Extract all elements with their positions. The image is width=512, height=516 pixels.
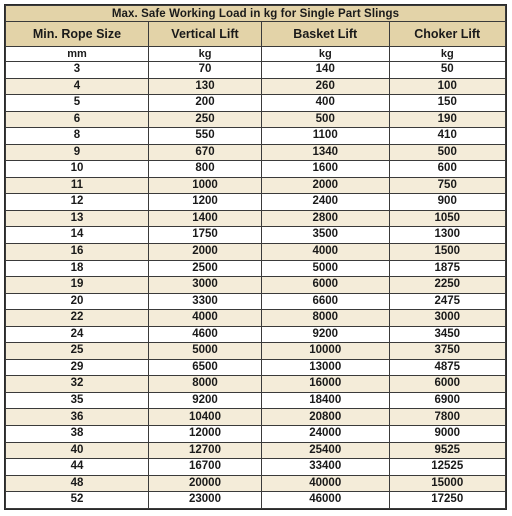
table-row (6, 376, 506, 393)
cell-rope-size: 5 (6, 95, 149, 112)
cell-basket-lift: 3500 (262, 227, 390, 244)
table-row (6, 244, 506, 261)
cell-vertical-lift: 1750 (149, 227, 262, 244)
table-row (6, 426, 506, 443)
cell-rope-size: 16 (6, 244, 149, 261)
cell-basket-lift: 6000 (262, 277, 390, 294)
table-row (6, 392, 506, 409)
cell-choker-lift: 1500 (389, 244, 506, 261)
cell-choker-lift: 600 (389, 161, 506, 178)
cell-rope-size: 44 (6, 459, 149, 476)
cell-rope-size: 3 (6, 62, 149, 79)
cell-rope-size: 52 (6, 492, 149, 509)
cell-rope-size: 48 (6, 475, 149, 492)
cell-choker-lift: 190 (389, 111, 506, 128)
cell-rope-size: 13 (6, 210, 149, 227)
table-row (6, 177, 506, 194)
table-row (6, 78, 506, 95)
cell-basket-lift: 400 (262, 95, 390, 112)
cell-basket-lift: 13000 (262, 359, 390, 376)
cell-vertical-lift: 70 (149, 62, 262, 79)
cell-basket-lift: 1340 (262, 144, 390, 161)
cell-rope-size: 8 (6, 128, 149, 145)
table-row (6, 442, 506, 459)
cell-vertical-lift: 800 (149, 161, 262, 178)
cell-basket-lift: 16000 (262, 376, 390, 393)
table-title-row (6, 6, 506, 22)
cell-rope-size: 40 (6, 442, 149, 459)
cell-vertical-lift: 2000 (149, 244, 262, 261)
unit-vertical-lift: kg (149, 47, 262, 62)
cell-vertical-lift: 20000 (149, 475, 262, 492)
cell-choker-lift: 3000 (389, 310, 506, 327)
cell-vertical-lift: 1400 (149, 210, 262, 227)
cell-basket-lift: 5000 (262, 260, 390, 277)
cell-vertical-lift: 8000 (149, 376, 262, 393)
cell-rope-size: 11 (6, 177, 149, 194)
cell-basket-lift: 9200 (262, 326, 390, 343)
unit-rope-size: mm (6, 47, 149, 62)
cell-rope-size: 35 (6, 392, 149, 409)
cell-choker-lift: 17250 (389, 492, 506, 509)
table-row (6, 161, 506, 178)
table-row (6, 409, 506, 426)
cell-rope-size: 4 (6, 78, 149, 95)
cell-basket-lift: 8000 (262, 310, 390, 327)
cell-rope-size: 25 (6, 343, 149, 360)
cell-vertical-lift: 2500 (149, 260, 262, 277)
cell-choker-lift: 3750 (389, 343, 506, 360)
cell-choker-lift: 1050 (389, 210, 506, 227)
table-row (6, 128, 506, 145)
table-row (6, 475, 506, 492)
cell-vertical-lift: 4600 (149, 326, 262, 343)
cell-choker-lift: 1300 (389, 227, 506, 244)
cell-vertical-lift: 200 (149, 95, 262, 112)
cell-choker-lift: 1875 (389, 260, 506, 277)
cell-basket-lift: 6600 (262, 293, 390, 310)
cell-vertical-lift: 670 (149, 144, 262, 161)
cell-basket-lift: 1600 (262, 161, 390, 178)
cell-rope-size: 29 (6, 359, 149, 376)
cell-vertical-lift: 12000 (149, 426, 262, 443)
cell-choker-lift: 9000 (389, 426, 506, 443)
cell-basket-lift: 2800 (262, 210, 390, 227)
column-header-basket-lift: Basket Lift (262, 22, 390, 47)
cell-choker-lift: 3450 (389, 326, 506, 343)
table-row (6, 310, 506, 327)
cell-vertical-lift: 9200 (149, 392, 262, 409)
cell-vertical-lift: 16700 (149, 459, 262, 476)
cell-rope-size: 9 (6, 144, 149, 161)
cell-rope-size: 14 (6, 227, 149, 244)
cell-choker-lift: 6900 (389, 392, 506, 409)
cell-choker-lift: 150 (389, 95, 506, 112)
table-row (6, 144, 506, 161)
cell-vertical-lift: 250 (149, 111, 262, 128)
cell-basket-lift: 2400 (262, 194, 390, 211)
unit-basket-lift: kg (262, 47, 390, 62)
cell-vertical-lift: 23000 (149, 492, 262, 509)
table-row (6, 359, 506, 376)
cell-vertical-lift: 1000 (149, 177, 262, 194)
cell-basket-lift: 1100 (262, 128, 390, 145)
cell-basket-lift: 260 (262, 78, 390, 95)
cell-basket-lift: 4000 (262, 244, 390, 261)
cell-basket-lift: 46000 (262, 492, 390, 509)
cell-basket-lift: 140 (262, 62, 390, 79)
table-body (6, 62, 506, 509)
cell-choker-lift: 9525 (389, 442, 506, 459)
table-row (6, 62, 506, 79)
cell-rope-size: 36 (6, 409, 149, 426)
table-row (6, 293, 506, 310)
cell-basket-lift: 20800 (262, 409, 390, 426)
cell-rope-size: 32 (6, 376, 149, 393)
table-row (6, 210, 506, 227)
table-row (6, 343, 506, 360)
cell-choker-lift: 50 (389, 62, 506, 79)
cell-choker-lift: 750 (389, 177, 506, 194)
cell-choker-lift: 12525 (389, 459, 506, 476)
cell-rope-size: 19 (6, 277, 149, 294)
cell-basket-lift: 33400 (262, 459, 390, 476)
cell-choker-lift: 15000 (389, 475, 506, 492)
table-row (6, 492, 506, 509)
table-row (6, 260, 506, 277)
cell-vertical-lift: 3000 (149, 277, 262, 294)
cell-vertical-lift: 130 (149, 78, 262, 95)
cell-vertical-lift: 550 (149, 128, 262, 145)
cell-choker-lift: 7800 (389, 409, 506, 426)
column-header-row (6, 22, 506, 47)
column-header-rope-size: Min. Rope Size (6, 22, 149, 47)
cell-basket-lift: 25400 (262, 442, 390, 459)
cell-rope-size: 18 (6, 260, 149, 277)
cell-rope-size: 24 (6, 326, 149, 343)
cell-vertical-lift: 6500 (149, 359, 262, 376)
table-row (6, 277, 506, 294)
cell-basket-lift: 10000 (262, 343, 390, 360)
table-row (6, 227, 506, 244)
unit-choker-lift: kg (389, 47, 506, 62)
cell-choker-lift: 6000 (389, 376, 506, 393)
table-row (6, 95, 506, 112)
cell-rope-size: 10 (6, 161, 149, 178)
cell-choker-lift: 100 (389, 78, 506, 95)
cell-vertical-lift: 5000 (149, 343, 262, 360)
load-table-sheet (4, 4, 507, 510)
cell-vertical-lift: 3300 (149, 293, 262, 310)
cell-basket-lift: 2000 (262, 177, 390, 194)
cell-rope-size: 12 (6, 194, 149, 211)
cell-rope-size: 6 (6, 111, 149, 128)
cell-vertical-lift: 10400 (149, 409, 262, 426)
cell-basket-lift: 18400 (262, 392, 390, 409)
cell-choker-lift: 2475 (389, 293, 506, 310)
cell-choker-lift: 900 (389, 194, 506, 211)
table-row (6, 194, 506, 211)
cell-rope-size: 22 (6, 310, 149, 327)
cell-choker-lift: 500 (389, 144, 506, 161)
cell-rope-size: 20 (6, 293, 149, 310)
cell-choker-lift: 410 (389, 128, 506, 145)
cell-basket-lift: 40000 (262, 475, 390, 492)
table-row (6, 459, 506, 476)
cell-rope-size: 38 (6, 426, 149, 443)
table-row (6, 326, 506, 343)
cell-vertical-lift: 12700 (149, 442, 262, 459)
safe-working-load-table (5, 5, 506, 509)
table-title: Max. Safe Working Load in kg for Single Part Slings (6, 6, 506, 22)
cell-basket-lift: 500 (262, 111, 390, 128)
cell-vertical-lift: 4000 (149, 310, 262, 327)
cell-vertical-lift: 1200 (149, 194, 262, 211)
column-header-vertical-lift: Vertical Lift (149, 22, 262, 47)
cell-basket-lift: 24000 (262, 426, 390, 443)
cell-choker-lift: 2250 (389, 277, 506, 294)
column-header-choker-lift: Choker Lift (389, 22, 506, 47)
cell-choker-lift: 4875 (389, 359, 506, 376)
table-row (6, 111, 506, 128)
unit-row (6, 47, 506, 62)
